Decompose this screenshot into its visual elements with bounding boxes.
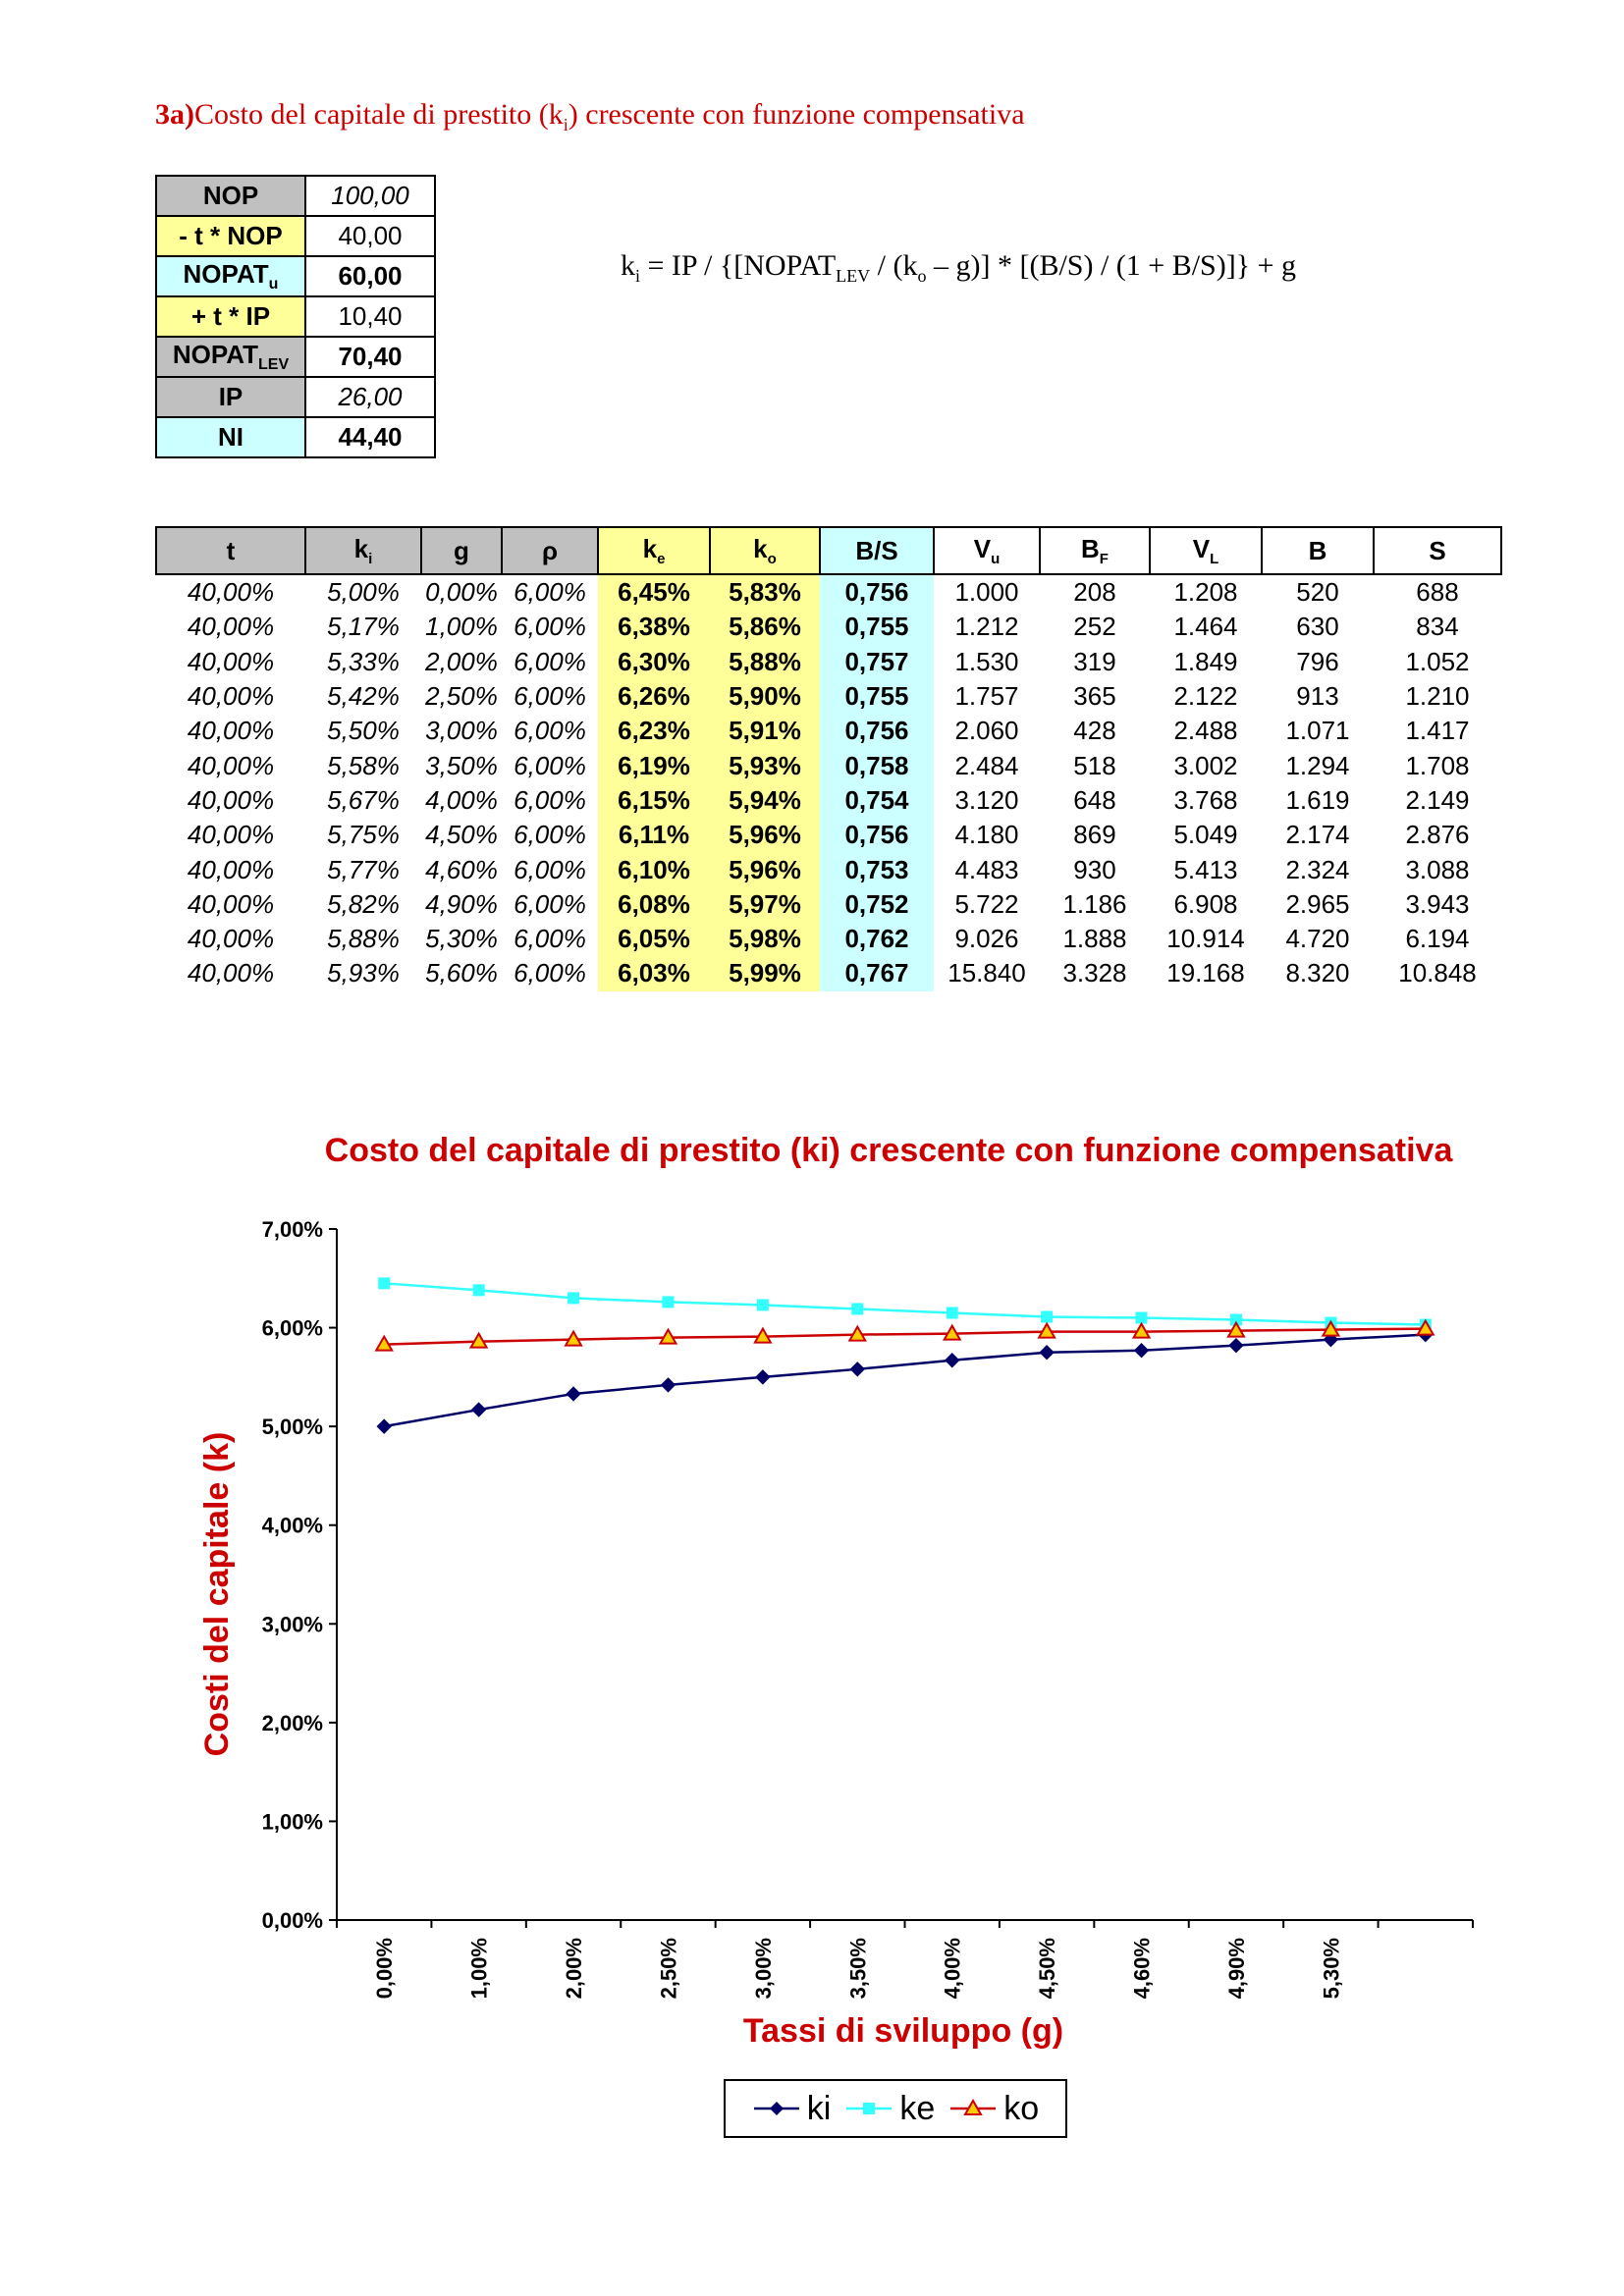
- table-cell: 2.324: [1285, 854, 1350, 884]
- table-cell: 6,00%: [514, 681, 586, 712]
- table-cell: 0,753: [820, 852, 934, 886]
- column-header: B/S: [820, 527, 934, 574]
- table-cell: 5,77%: [327, 854, 400, 884]
- table-cell: 2.965: [1285, 888, 1350, 919]
- y-tick-label: 7,00%: [261, 1217, 323, 1242]
- formula: $k_i$ = IP / $\{[NOPAT_{LEV} / (k_o - g)] * [(B/S) / (1 + B/S)]\} + g$: [621, 249, 1297, 286]
- table-cell: 40,00%: [187, 924, 275, 954]
- table-cell: 6,38%: [598, 610, 710, 644]
- table-cell: 5,50%: [327, 716, 400, 746]
- column-header: $k_e$: [598, 527, 710, 574]
- table-cell: 40,00%: [187, 612, 275, 642]
- y-tick-label: 6,00%: [261, 1315, 323, 1341]
- y-axis-title: Costi del capitale (k): [198, 1431, 236, 1757]
- series-line-ki: [384, 1335, 1426, 1427]
- table-cell: 6,03%: [598, 956, 710, 990]
- table-cell: 3.943: [1405, 888, 1470, 919]
- table-cell: 252: [1073, 612, 1116, 642]
- table-cell: 796: [1296, 646, 1339, 676]
- table-cell: 518: [1073, 750, 1116, 780]
- table-cell: 4,60%: [425, 854, 498, 884]
- table-cell: 6,05%: [598, 922, 710, 956]
- x-tick-label: 5,30%: [1319, 1938, 1344, 2000]
- chart-title: Costo del capitale di prestito (ki) crescente con funzione compensativa: [324, 1132, 1453, 1169]
- table-cell: 5.413: [1173, 854, 1238, 884]
- summary-value: 40,00: [305, 216, 435, 256]
- table-cell: 1.052: [1405, 646, 1470, 676]
- table-cell: 1.210: [1405, 681, 1470, 712]
- table-cell: 4.720: [1285, 924, 1350, 954]
- data-point-ke: [757, 1299, 769, 1310]
- table-cell: 208: [1073, 577, 1116, 608]
- table-cell: 6.194: [1405, 924, 1470, 954]
- table-cell: 6,00%: [514, 888, 586, 919]
- legend-swatch-ki: [752, 2099, 801, 2118]
- table-cell: 1.757: [954, 681, 1019, 712]
- table-cell: 0,762: [820, 922, 934, 956]
- table-cell: 520: [1296, 577, 1339, 608]
- summary-value: 60,00: [305, 256, 435, 296]
- table-cell: 1.208: [1173, 577, 1238, 608]
- y-tick-label: 4,00%: [261, 1513, 323, 1538]
- summary-label: + t * IP: [156, 296, 305, 337]
- table-cell: 40,00%: [187, 958, 275, 988]
- table-cell: 3.120: [954, 784, 1019, 815]
- table-cell: 0,767: [820, 956, 934, 990]
- column-header: $k_o$: [710, 527, 820, 574]
- table-cell: 0,755: [820, 679, 934, 714]
- legend-item-ke: [844, 2090, 935, 2128]
- table-cell: 428: [1073, 716, 1116, 746]
- table-cell: 5,33%: [327, 646, 400, 676]
- table-cell: 913: [1296, 681, 1339, 712]
- table-cell: 4.483: [954, 854, 1019, 884]
- table-cell: 1.888: [1062, 924, 1127, 954]
- table-cell: 688: [1416, 577, 1459, 608]
- heading-subscript: i: [563, 115, 568, 134]
- table-cell: 1.294: [1285, 750, 1350, 780]
- data-point-ke: [662, 1296, 674, 1308]
- table-cell: 5.722: [954, 888, 1019, 919]
- data-point-ki: [946, 1354, 959, 1367]
- table-cell: 3.002: [1173, 750, 1238, 780]
- legend-label: ki: [806, 2089, 832, 2127]
- x-axis-title: Tassi di sviluppo (g): [742, 2012, 1064, 2050]
- table-cell: 6,19%: [598, 748, 710, 782]
- column-header: $V_L$: [1150, 527, 1262, 574]
- data-point-ke: [947, 1307, 958, 1318]
- table-cell: 10.848: [1398, 958, 1477, 988]
- data-point-ki: [1040, 1346, 1054, 1360]
- table-cell: 40,00%: [187, 646, 275, 676]
- table-cell: 6,00%: [514, 716, 586, 746]
- table-cell: 9.026: [954, 924, 1019, 954]
- table-cell: 6,10%: [598, 852, 710, 886]
- table-cell: 834: [1416, 612, 1459, 642]
- table-cell: 869: [1073, 820, 1116, 850]
- data-point-ke: [1041, 1311, 1053, 1323]
- table-cell: 319: [1073, 646, 1116, 676]
- table-cell: 6,00%: [514, 820, 586, 850]
- column-header: B: [1262, 527, 1374, 574]
- legend-swatch-ko: [948, 2099, 998, 2118]
- summary-value: 44,40: [305, 417, 435, 457]
- data-point-ki: [850, 1362, 864, 1376]
- table-cell: 5,93%: [327, 958, 400, 988]
- table-cell: 40,00%: [187, 854, 275, 884]
- table-cell: 5,83%: [710, 574, 820, 610]
- column-header: $k_i$: [305, 527, 421, 574]
- table-cell: 6,23%: [598, 714, 710, 748]
- table-cell: 3.088: [1405, 854, 1470, 884]
- table-cell: 5,00%: [327, 577, 400, 608]
- legend-label: ke: [899, 2089, 936, 2127]
- table-cell: 5,88%: [327, 924, 400, 954]
- table-cell: 6,11%: [598, 818, 710, 852]
- table-cell: 2.484: [954, 750, 1019, 780]
- y-tick-label: 5,00%: [261, 1415, 323, 1440]
- x-tick-label: 4,90%: [1223, 1938, 1249, 2000]
- table-cell: 5,91%: [710, 714, 820, 748]
- summary-label: - t * NOP: [156, 216, 305, 256]
- table-cell: 2.149: [1405, 784, 1470, 815]
- data-point-ki: [472, 1403, 486, 1416]
- table-cell: 4.180: [954, 820, 1019, 850]
- table-cell: 6,00%: [514, 924, 586, 954]
- table-cell: 5,58%: [327, 750, 400, 780]
- legend-item-ko: [948, 2090, 1039, 2128]
- series-line-ko: [384, 1329, 1426, 1345]
- table-cell: 6,26%: [598, 679, 710, 714]
- table-cell: 0,756: [820, 818, 934, 852]
- table-cell: 6,00%: [514, 750, 586, 780]
- legend-label: ko: [1003, 2089, 1040, 2127]
- chart-legend: [724, 2079, 1067, 2138]
- table-cell: 5,75%: [327, 820, 400, 850]
- table-cell: 3.768: [1173, 784, 1238, 815]
- table-cell: 0,00%: [425, 577, 498, 608]
- series-line-ke: [384, 1283, 1426, 1324]
- table-cell: 5,99%: [710, 956, 820, 990]
- table-cell: 5.049: [1173, 820, 1238, 850]
- table-cell: 5,90%: [710, 679, 820, 714]
- table-cell: 1.530: [954, 646, 1019, 676]
- x-tick-label: 4,50%: [1035, 1938, 1060, 2000]
- summary-label: NI: [156, 417, 305, 457]
- table-cell: 2,50%: [425, 681, 498, 712]
- legend-swatch-ke: [844, 2099, 893, 2118]
- table-cell: 10.914: [1166, 924, 1245, 954]
- table-cell: 5,42%: [327, 681, 400, 712]
- y-tick-label: 0,00%: [261, 1908, 323, 1933]
- table-cell: 0,756: [820, 574, 934, 610]
- table-cell: 6,08%: [598, 887, 710, 922]
- table-cell: 1.212: [954, 612, 1019, 642]
- table-cell: 1.000: [954, 577, 1019, 608]
- y-tick-label: 2,00%: [261, 1710, 323, 1735]
- table-cell: 5,93%: [710, 748, 820, 782]
- table-cell: 40,00%: [187, 577, 275, 608]
- table-cell: 365: [1073, 681, 1116, 712]
- table-cell: 5,82%: [327, 888, 400, 919]
- table-cell: 40,00%: [187, 888, 275, 919]
- table-cell: 5,96%: [710, 818, 820, 852]
- y-tick-label: 3,00%: [261, 1612, 323, 1637]
- table-cell: 2.122: [1173, 681, 1238, 712]
- column-header: ρ: [502, 527, 598, 574]
- table-cell: 2.488: [1173, 716, 1238, 746]
- column-header: t: [156, 527, 305, 574]
- y-tick-label: 1,00%: [261, 1809, 323, 1835]
- data-point-ki: [756, 1370, 770, 1384]
- table-cell: 40,00%: [187, 784, 275, 815]
- table-cell: 2.174: [1285, 820, 1350, 850]
- table-cell: 4,90%: [425, 888, 498, 919]
- legend-item-ki: [752, 2090, 832, 2128]
- data-point-ke: [473, 1284, 485, 1296]
- table-cell: 5,88%: [710, 645, 820, 679]
- summary-label: $NOPAT_{LEV}$: [156, 337, 305, 377]
- data-point-ki: [377, 1419, 391, 1433]
- data-point-ke: [568, 1292, 579, 1304]
- summary-label: NOP: [156, 176, 305, 216]
- table-cell: 5,96%: [710, 852, 820, 886]
- table-cell: 1.417: [1405, 716, 1470, 746]
- table-cell: 6,00%: [514, 958, 586, 988]
- table-cell: 5,30%: [425, 924, 498, 954]
- table-cell: 5,17%: [327, 612, 400, 642]
- table-cell: 4,00%: [425, 784, 498, 815]
- table-cell: 4,50%: [425, 820, 498, 850]
- table-cell: 6.908: [1173, 888, 1238, 919]
- table-cell: 3,50%: [425, 750, 498, 780]
- heading-text-2: ) crescente con funzione compensativa: [568, 98, 1025, 131]
- column-header: g: [421, 527, 502, 574]
- table-cell: 5,98%: [710, 922, 820, 956]
- table-cell: 5,67%: [327, 784, 400, 815]
- x-tick-label: 4,00%: [940, 1938, 965, 2000]
- summary-value: 70,40: [305, 337, 435, 377]
- heading-text-1: Costo del capitale di prestito (k: [194, 98, 564, 131]
- table-cell: 1.464: [1173, 612, 1238, 642]
- table-cell: 8.320: [1285, 958, 1350, 988]
- data-point-ke: [378, 1277, 390, 1289]
- x-tick-label: 4,60%: [1129, 1938, 1155, 2000]
- table-cell: 40,00%: [187, 681, 275, 712]
- table-cell: 19.168: [1166, 958, 1245, 988]
- table-cell: 1.849: [1173, 646, 1238, 676]
- data-point-ki: [567, 1387, 580, 1401]
- table-cell: 5,94%: [710, 783, 820, 818]
- table-cell: 648: [1073, 784, 1116, 815]
- table-cell: 3,00%: [425, 716, 498, 746]
- table-cell: 5,86%: [710, 610, 820, 644]
- data-point-ke: [851, 1303, 863, 1314]
- x-tick-label: 1,00%: [466, 1938, 492, 2000]
- table-cell: 6,45%: [598, 574, 710, 610]
- column-header: $V_u$: [934, 527, 1040, 574]
- column-header: $B_F$: [1040, 527, 1150, 574]
- summary-value: 10,40: [305, 296, 435, 337]
- table-cell: 5,60%: [425, 958, 498, 988]
- x-tick-label: 2,50%: [656, 1938, 681, 2000]
- table-cell: 6,00%: [514, 646, 586, 676]
- summary-label: IP: [156, 377, 305, 417]
- data-point-ki: [661, 1378, 675, 1392]
- table-cell: 2,00%: [425, 646, 498, 676]
- data-point-ki: [1229, 1339, 1243, 1353]
- table-cell: 2.060: [954, 716, 1019, 746]
- table-cell: 0,752: [820, 887, 934, 922]
- data-point-ki: [1135, 1344, 1149, 1358]
- table-cell: 0,755: [820, 610, 934, 644]
- table-cell: 0,756: [820, 714, 934, 748]
- table-cell: 5,97%: [710, 887, 820, 922]
- x-tick-label: 2,00%: [562, 1938, 587, 2000]
- table-cell: 1.708: [1405, 750, 1470, 780]
- table-cell: 630: [1296, 612, 1339, 642]
- table-cell: 6,15%: [598, 783, 710, 818]
- table-cell: 6,00%: [514, 784, 586, 815]
- table-cell: 6,30%: [598, 645, 710, 679]
- table-cell: 0,757: [820, 645, 934, 679]
- x-tick-label: 0,00%: [372, 1938, 398, 2000]
- summary-label: $NOPAT_u$: [156, 256, 305, 296]
- x-tick-label: 3,00%: [750, 1938, 776, 2000]
- table-cell: 2.876: [1405, 820, 1470, 850]
- table-cell: 40,00%: [187, 716, 275, 746]
- summary-value: 100,00: [305, 176, 435, 216]
- table-cell: 6,00%: [514, 612, 586, 642]
- table-cell: 1.071: [1285, 716, 1350, 746]
- x-tick-label: 3,50%: [845, 1938, 871, 2000]
- table-cell: 0,758: [820, 748, 934, 782]
- summary-value: 26,00: [305, 377, 435, 417]
- heading-prefix: 3a): [155, 98, 194, 131]
- table-cell: 40,00%: [187, 750, 275, 780]
- column-header: S: [1374, 527, 1501, 574]
- table-cell: 0,754: [820, 783, 934, 818]
- table-cell: 930: [1073, 854, 1116, 884]
- table-cell: 1.619: [1285, 784, 1350, 815]
- table-cell: 40,00%: [187, 820, 275, 850]
- table-cell: 1.186: [1062, 888, 1127, 919]
- table-cell: 6,00%: [514, 854, 586, 884]
- table-cell: 1,00%: [425, 612, 498, 642]
- table-cell: 6,00%: [514, 577, 586, 608]
- table-cell: 15.840: [947, 958, 1026, 988]
- table-cell: 3.328: [1062, 958, 1127, 988]
